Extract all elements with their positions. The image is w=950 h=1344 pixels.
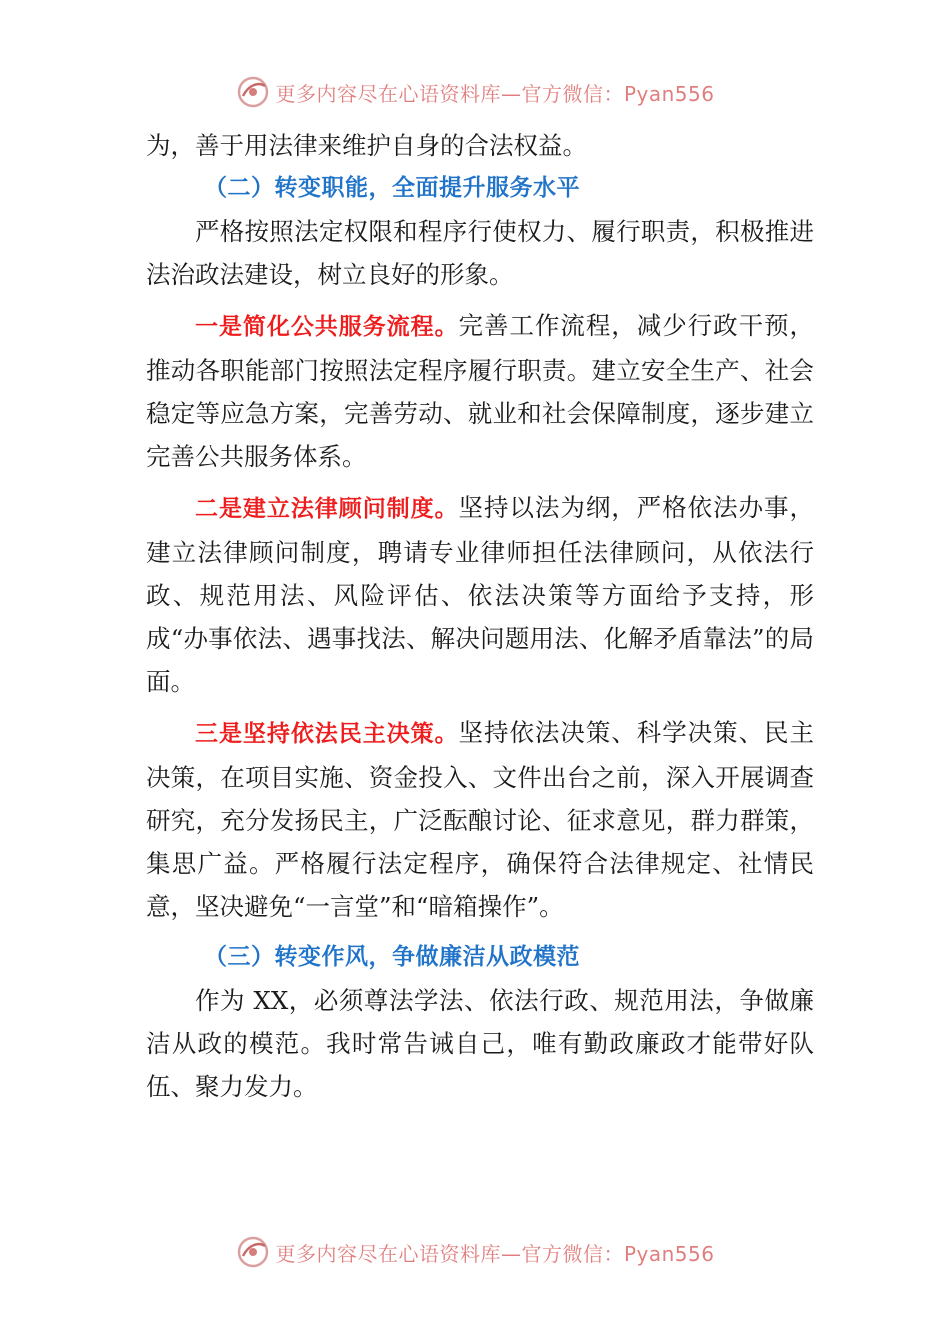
- section-heading: （三）转变作风，争做廉洁从政模范: [204, 944, 580, 970]
- document-body: [146, 124, 814, 1108]
- header-banner: [0, 72, 950, 112]
- section-heading: （二）转变职能，全面提升服务水平: [204, 175, 580, 201]
- footer-banner: [0, 1232, 950, 1272]
- list-item: [146, 486, 814, 703]
- list-item: [146, 711, 814, 928]
- item-lead: 一是简化公共服务流程。: [195, 314, 459, 340]
- item-body: 坚持依法决策、科学决策、民主决策，在项目实施、资金投入、文件出台之前，深入开展调查研究，充分发扬民主，广泛酝酿讨论、征求意见，群力群策，集思广益。严格履行法定程序，确保符合法律规定、社情民意，坚决避免“一言堂”和“暗箱操作”。: [146, 718, 815, 921]
- paragraph: 为，善于用法律来维护自身的合法权益。: [146, 131, 587, 160]
- logo-icon: [235, 74, 271, 110]
- paragraph: 严格按照法定权限和程序行使权力、履行职责，积极推进法治政法建设，树立良好的形象。: [146, 217, 814, 289]
- banner-text: 更多内容尽在心语资料库—官方微信：Pyan556: [275, 1241, 715, 1266]
- banner-text: 更多内容尽在心语资料库—官方微信：Pyan556: [275, 81, 715, 106]
- logo-icon: [235, 1234, 271, 1270]
- list-item: [146, 304, 814, 478]
- paragraph: 作为 XX，必须尊法学法、依法行政、规范用法，争做廉洁从政的模范。我时常告诫自己，唯有勤政廉政才能带好队伍、聚力发力。: [146, 986, 814, 1101]
- item-body: 完善工作流程，减少行政干预，推动各职能部门按照法定程序履行职责。建立安全生产、社会稳定等应急方案，完善劳动、就业和社会保障制度，逐步建立完善公共服务体系。: [146, 311, 815, 471]
- item-lead: 三是坚持依法民主决策。: [195, 721, 459, 747]
- item-lead: 二是建立法律顾问制度。: [195, 496, 459, 522]
- item-body: 坚持以法为纲，严格依法办事，建立法律顾问制度，聘请专业律师担任法律顾问，从依法行政、规范用法、风险评估、依法决策等方面给予支持，形成“办事依法、遇事找法、解决问题用法、化解矛盾靠法”的局面。: [146, 493, 815, 696]
